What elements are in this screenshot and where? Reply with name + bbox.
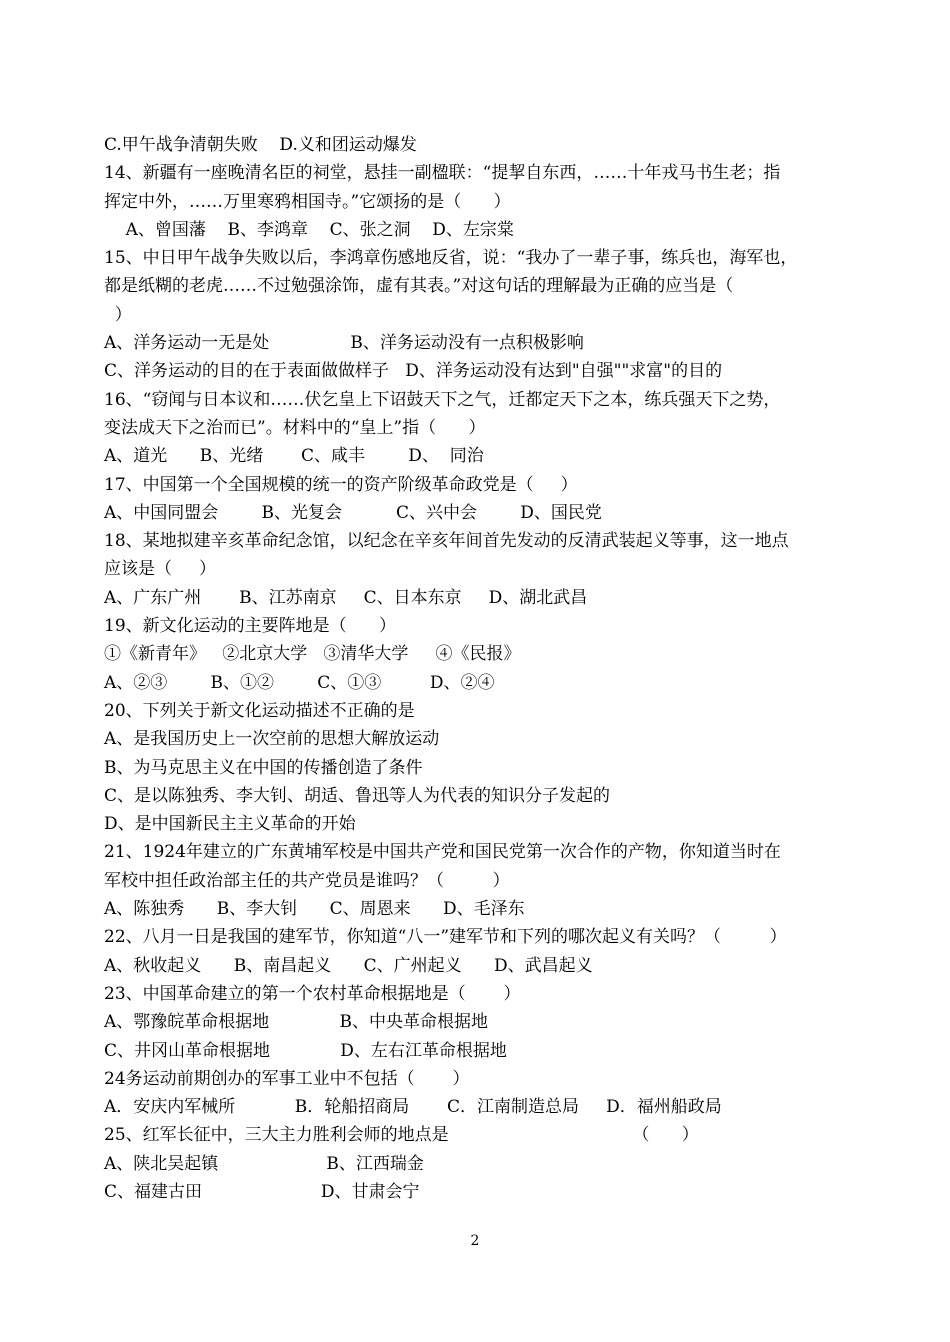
options-24: A．安庆内军械所 B．轮船招商局 C．江南制造总局 D．福州船政局: [104, 1097, 722, 1118]
text-line: 应该是（ ）: [104, 559, 217, 580]
options-25-ab: A、陕北吴起镇 B、江西瑞金: [104, 1153, 424, 1174]
options-18: A、广东广州 B、江苏南京 C、日本东京 D、湖北武昌: [104, 587, 588, 608]
options-15-cd: C、洋务运动的目的在于表面做做样子 D、洋务运动没有达到"自强""求富"的目的: [104, 361, 723, 382]
options-15-ab: A、洋务运动一无是处 B、洋务运动没有一点积极影响: [104, 333, 584, 354]
question-22: 22、八月一日是我国的建军节，你知道“八一”建军节和下列的哪次起义有关吗？（ ）: [104, 927, 787, 948]
options-23-ab: A、鄂豫皖革命根据地 B、中央革命根据地: [104, 1012, 489, 1033]
question-15: 15、中日甲午战争失败以后，李鸿章伤感地反省，说：“我办了一辈子事，练兵也，海军也，: [104, 248, 798, 269]
option-20-c: C、是以陈独秀、李大钊、胡适、鲁迅等人为代表的知识分子发起的: [104, 785, 611, 806]
document-body: [104, 131, 854, 1206]
text-line: 都是纸糊的老虎……不过勉强涂饰，虚有其表。”对这句话的理解最为正确的应当是（: [104, 276, 734, 297]
text-line: ）: [104, 304, 132, 325]
options-23-cd: C、井冈山革命根据地 D、左右江革命根据地: [104, 1040, 507, 1061]
question-20: 20、下列关于新文化运动描述不正确的是: [104, 700, 415, 721]
options-16: A、道光 B、光绪 C、咸丰 D、 同治: [104, 446, 484, 467]
question-24: 24务运动前期创办的军事工业中不包括（ ）: [104, 1068, 470, 1089]
options-17: A、中国同盟会 B、光复会 C、兴中会 D、国民党: [104, 502, 602, 523]
question-18: 18、某地拟建辛亥革命纪念馆，以纪念在辛亥年间首先发动的反清武装起义等事，这一地点: [104, 531, 789, 552]
question-19: 19、新文化运动的主要阵地是（ ）: [104, 616, 397, 637]
options-14: A、曾国藩 B、李鸿章 C、张之洞 D、左宗棠: [104, 219, 514, 240]
option-20-a: A、是我国历史上一次空前的思想大解放运动: [104, 729, 440, 750]
text-line: C.甲午战争清朝失败 D.义和团运动爆发: [104, 135, 417, 155]
question-17: 17、中国第一个全国规模的统一的资产阶级革命政党是（ ）: [104, 474, 578, 495]
option-20-d: D、是中国新民主主义革命的开始: [104, 814, 356, 835]
question-16: 16、“窃闻与日本议和……伏乞皇上下诏鼓天下之气，迁都定天下之本，练兵强天下之势，: [104, 389, 781, 410]
items-19: ①《新青年》 ②北京大学 ③清华大学 ④《民报》: [104, 644, 521, 665]
options-25-cd: C、福建古田 D、甘肃会宁: [104, 1181, 420, 1202]
question-23: 23、中国革命建立的第一个农村革命根据地是（ ）: [104, 983, 521, 1004]
question-21: 21、1924年建立的广东黄埔军校是中国共产党和国民党第一次合作的产物，你知道当时在: [104, 842, 781, 863]
question-25: 25、红军长征中，三大主力胜利会师的地点是 （ ）: [104, 1125, 699, 1146]
page-number: 2: [470, 1233, 480, 1249]
text-line: 变法成天下之治而已”。材料中的“皇上”指（ ）: [104, 417, 486, 438]
options-22: A、秋收起义 B、南昌起义 C、广州起义 D、武昌起义: [104, 955, 593, 976]
options-19: A、②③ B、①② C、①③ D、②④: [104, 672, 495, 693]
options-21: A、陈独秀 B、李大钊 C、周恩来 D、毛泽东: [104, 899, 525, 920]
text-line: 军校中担任政治部主任的共产党员是谁吗？（ ）: [104, 870, 510, 891]
text-line: 挥定中外，……万里寒鸦相国寺。”它颂扬的是（ ）: [104, 191, 511, 212]
option-20-b: B、为马克思主义在中国的传播创造了条件: [104, 757, 423, 778]
question-14: 14、新疆有一座晚清名臣的祠堂，悬挂一副楹联：“提挈自东西，……十年戎马书生老；指: [104, 163, 781, 184]
